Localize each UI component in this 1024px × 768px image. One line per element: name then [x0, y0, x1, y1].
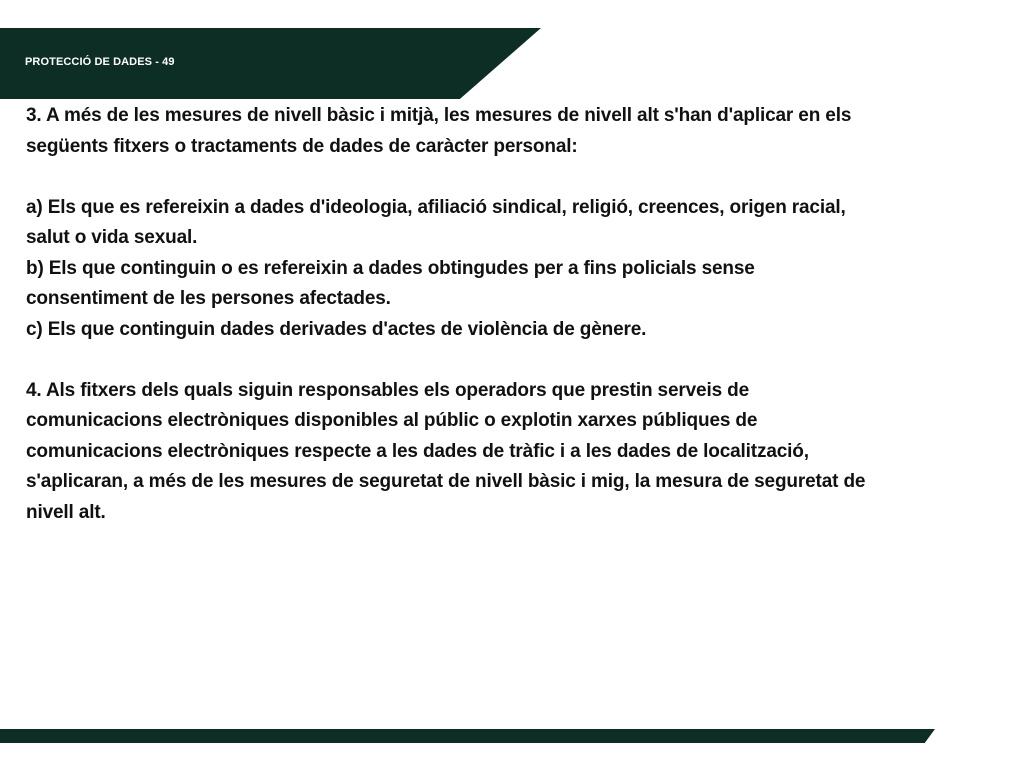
paragraph-4-line-4: s'aplicaran, a més de les mesures de seguretat de nivell bàsic i mig, la mesura de seguretat de [26, 471, 866, 492]
item-c-line-1: c) Els que continguin dades derivades d'actes de violència de gènere. [26, 318, 647, 340]
item-b-line-2: consentiment de les persones afectades. [26, 288, 391, 309]
paragraph-4-line-5: nivell alt. [26, 501, 106, 523]
slide-title: PROTECCIÓ DE DADES - 49 [25, 56, 175, 68]
item-a-line-2: salut o vida sexual. [26, 227, 198, 248]
item-a-line-1: a) Els que es refereixin a dades d'ideologia, afiliació sindical, religió, creences, origen racial, [26, 196, 846, 218]
paragraph-4-line-1: 4. Als fitxers dels quals siguin responsables els operadors que prestin serveis de [26, 379, 749, 401]
paragraph-gap [26, 162, 1018, 193]
paragraph-3-line-1: 3. A més de les mesures de nivell bàsic i mitjà, les mesures de nivell alt s'han d'aplicar en els [26, 105, 852, 126]
paragraph-gap [26, 345, 1018, 376]
item-b-line-1: b) Els que continguin o es refereixin a dades obtingudes per a fins policials sense [26, 257, 755, 279]
paragraph-4-line-3: comunicacions electròniques respecte a les dades de tràfic i a les dades de localització, [26, 440, 809, 462]
paragraph-3-line-2: següents fitxers o tractaments de dades de caràcter personal: [26, 135, 578, 157]
footer-band [0, 729, 935, 743]
paragraph-4-line-2: comunicacions electròniques disponibles al públic o explotin xarxes públiques de [26, 410, 758, 431]
slide-body [26, 101, 1018, 528]
